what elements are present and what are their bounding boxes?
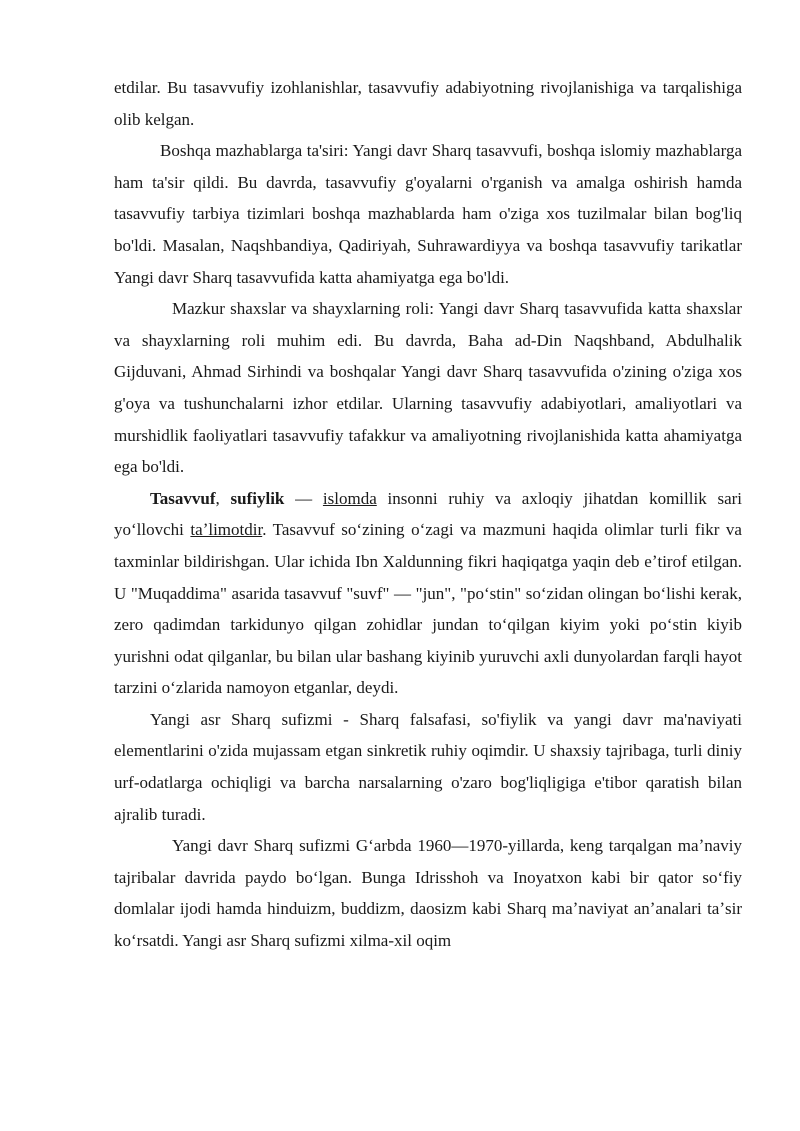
link-islomda[interactable]: islomda [322,488,377,508]
paragraph-tasavvuf-definition [114,483,742,704]
term-tasavvuf: Tasavvuf [150,488,216,508]
definition-rest: . Tasavvuf soʻzining oʻzagi va mazmuni haqida olimlar turli fikr va taxminlar bildirishgan. Ular ichida Ibn Xaldunning fikri haqiqatga yaqin deb eʼtirof etilgan. U "Muqaddima" asarida tasavvuf "suvf" — "jun", "poʻstin" soʻzidan olingan boʻlishi kerak, zero qadimdan tarkidunyo qilgan zohidlar jundan toʻqilgan kiyim yoki poʻstin kiyib yurishni odat qilganlar, bu bilan ular bashang kiyinib yuruvchi axli dunyolardan farqli hayot tarzini oʻzlarida namoyon etganlar, deydi. [114,520,742,698]
paragraph-continuation: etdilar. Bu tasavvufiy izohlanishlar, tasavvufiy adabiyotning rivojlanishiga va tarqalishiga olib kelgan. [114,78,742,129]
document-body [114,72,742,957]
separator: , [215,488,231,508]
paragraph-sheikhs-role: Mazkur shaxslar va shayxlarning roli: Yangi davr Sharq tasavvufida katta shaxslar va shayxlarning roli muhim edi. Bu davrda, Baha ad-Din Naqshband, Abdulhalik Gijduvani, Ahmad Sirhindi va boshqalar Yangi davr Sharq tasavvufida o'zining o'ziga xos g'oya va tushunchalarni izhor etdilar. Ularning tasavvufiy adabiyotlari, amaliyotlari va murshidlik faoliyatlari tasavvufiy tafakkur va amaliyotning rivojlanishida katta ahamiyatga ega bo'ldi. [114,299,742,477]
paragraph-other-madhhabs: Boshqa mazhablarga ta'siri: Yangi davr Sharq tasavvufi, boshqa islomiy mazhablarga ham ta'sir qildi. Bu davrda, tasavvufiy g'oyalarni o'rganish va amalga oshirish hamda tasavvufiy tarbiya tizimlari boshqa mazhablarda ham o'ziga xos tuzilmalar bilan bog'liq bo'ldi. Masalan, Naqshbandiya, Qadiriyah, Suhrawardiyya va boshqa tasavvufiy tarikatlar Yangi davr Sharq tasavvufida katta ahamiyatga ega bo'ldi. [114,141,742,287]
definition-middle: insonni ruhiy va axloqiy jihatdan komillik sari yoʻllovchi [114,488,743,540]
link-talimotdir[interactable]: taʼlimotdir [190,520,263,540]
paragraph-west-sufism: Yangi davr Sharq sufizmi Gʻarbda 1960—1970-yillarda, keng tarqalgan maʼnaviy tajribalar davrida paydo boʻlgan. Bunga Idrisshoh va Inoyatxon kabi bir qator soʻfiy domlalar ijodi hamda hinduizm, buddizm, daosizm kabi Sharq maʼnaviyat anʼanalari taʼsir koʻrsatdi. Yangi asr Sharq sufizmi xilma-xil oqim [114,836,742,951]
term-sufiylik: sufiylik [230,488,285,508]
paragraph-new-age-sufism: Yangi asr Sharq sufizmi - Sharq falsafasi, so'fiylik va yangi davr ma'naviyati elementlarini o'zida mujassam etgan sinkretik ruhiy oqimdir. U shaxsiy tajribaga, turli diniy urf-odatlarga ochiqligi va barcha narsalarning o'zaro bog'liqligiga e'tibor qaratish bilan ajralib turadi. [114,709,742,824]
dash-separator: — [284,488,323,508]
